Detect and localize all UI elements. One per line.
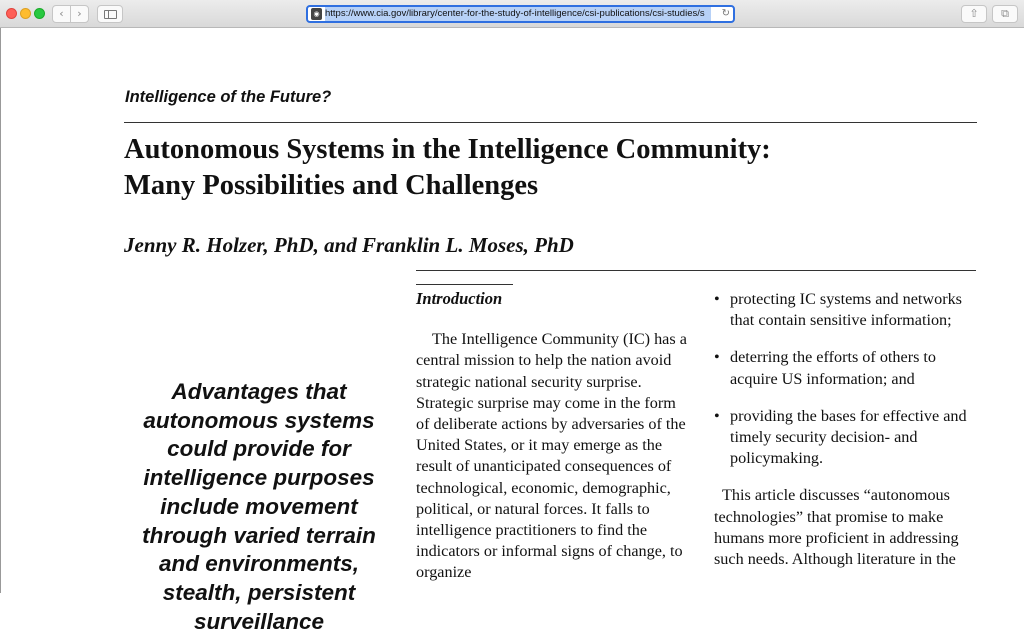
intro-paragraph: The Intelligence Community (IC) has a central mission to help the nation avoid strategic national security surprise. Strategic surprise may come in the form of deliberate actions by adversaries of the United States, or it may emerge as the result of unanticipated consequences of technological, economic, demographic, political, or natural forces. It falls to intelligence practitioners to find the indicators or informal signs of change, to organize bbox=[416, 330, 687, 582]
list-item bbox=[714, 289, 979, 331]
web-page-content bbox=[0, 28, 1024, 634]
tabs-icon: ⧉ bbox=[1001, 7, 1009, 20]
show-tabs-button[interactable] bbox=[992, 5, 1018, 23]
body-column-left bbox=[416, 288, 692, 584]
zoom-window-button[interactable] bbox=[34, 8, 45, 19]
chevron-left-icon: ‹ bbox=[59, 7, 64, 20]
url-text[interactable]: https://www.cia.gov/library/center-for-the-study-of-intelligence/csi-publications/csi-studies/s bbox=[325, 7, 711, 21]
back-button[interactable] bbox=[52, 5, 71, 23]
list-item bbox=[714, 347, 979, 389]
list-item-text: deterring the efforts of others to acquire US information; and bbox=[730, 348, 937, 388]
site-favicon-icon: ◉ bbox=[311, 8, 322, 20]
reload-icon[interactable]: ↻ bbox=[721, 8, 730, 19]
browser-toolbar bbox=[0, 0, 1024, 28]
address-bar[interactable] bbox=[306, 5, 735, 23]
header-divider bbox=[124, 122, 977, 123]
discussion-paragraph: This article discusses “autonomous technologies” that promise to make humans more proficient in addressing such needs. Although literature in the bbox=[714, 486, 959, 569]
bullet-marker: • bbox=[714, 406, 720, 425]
bullet-marker: • bbox=[714, 290, 720, 308]
pull-quote: Advantages that autonomous systems could provide for intelligence purposes include movement through varied terrain and environments, stealth, persistent surveillance bbox=[142, 379, 376, 634]
list-item-text: protecting IC systems and networks that contain sensitive information; bbox=[730, 290, 962, 330]
title-line-2: Many Possibilities and Challenges bbox=[124, 170, 539, 201]
share-icon: ⇧ bbox=[969, 7, 979, 20]
chevron-right-icon: › bbox=[77, 7, 82, 20]
title-line-1: Autonomous Systems in the Intelligence Community: bbox=[124, 134, 771, 165]
section-rule bbox=[416, 284, 513, 285]
body-divider bbox=[416, 270, 976, 271]
list-item-text: providing the bases for effective and timely security decision- and policymaking. bbox=[730, 406, 967, 468]
introduction-heading: Introduction bbox=[416, 289, 503, 308]
share-button[interactable] bbox=[961, 5, 987, 23]
body-column-right bbox=[714, 289, 979, 570]
bullet-marker: • bbox=[714, 348, 720, 367]
forward-button[interactable] bbox=[70, 5, 89, 23]
sidebar-icon bbox=[104, 10, 117, 19]
article-title bbox=[124, 132, 884, 204]
article-authors: Jenny R. Holzer, PhD, and Franklin L. Moses, PhD bbox=[124, 233, 574, 257]
sidebar-toggle-button[interactable] bbox=[97, 5, 123, 23]
minimize-window-button[interactable] bbox=[20, 8, 31, 19]
series-kicker: Intelligence of the Future? bbox=[125, 88, 332, 106]
list-item bbox=[714, 406, 979, 470]
close-window-button[interactable] bbox=[6, 8, 17, 19]
